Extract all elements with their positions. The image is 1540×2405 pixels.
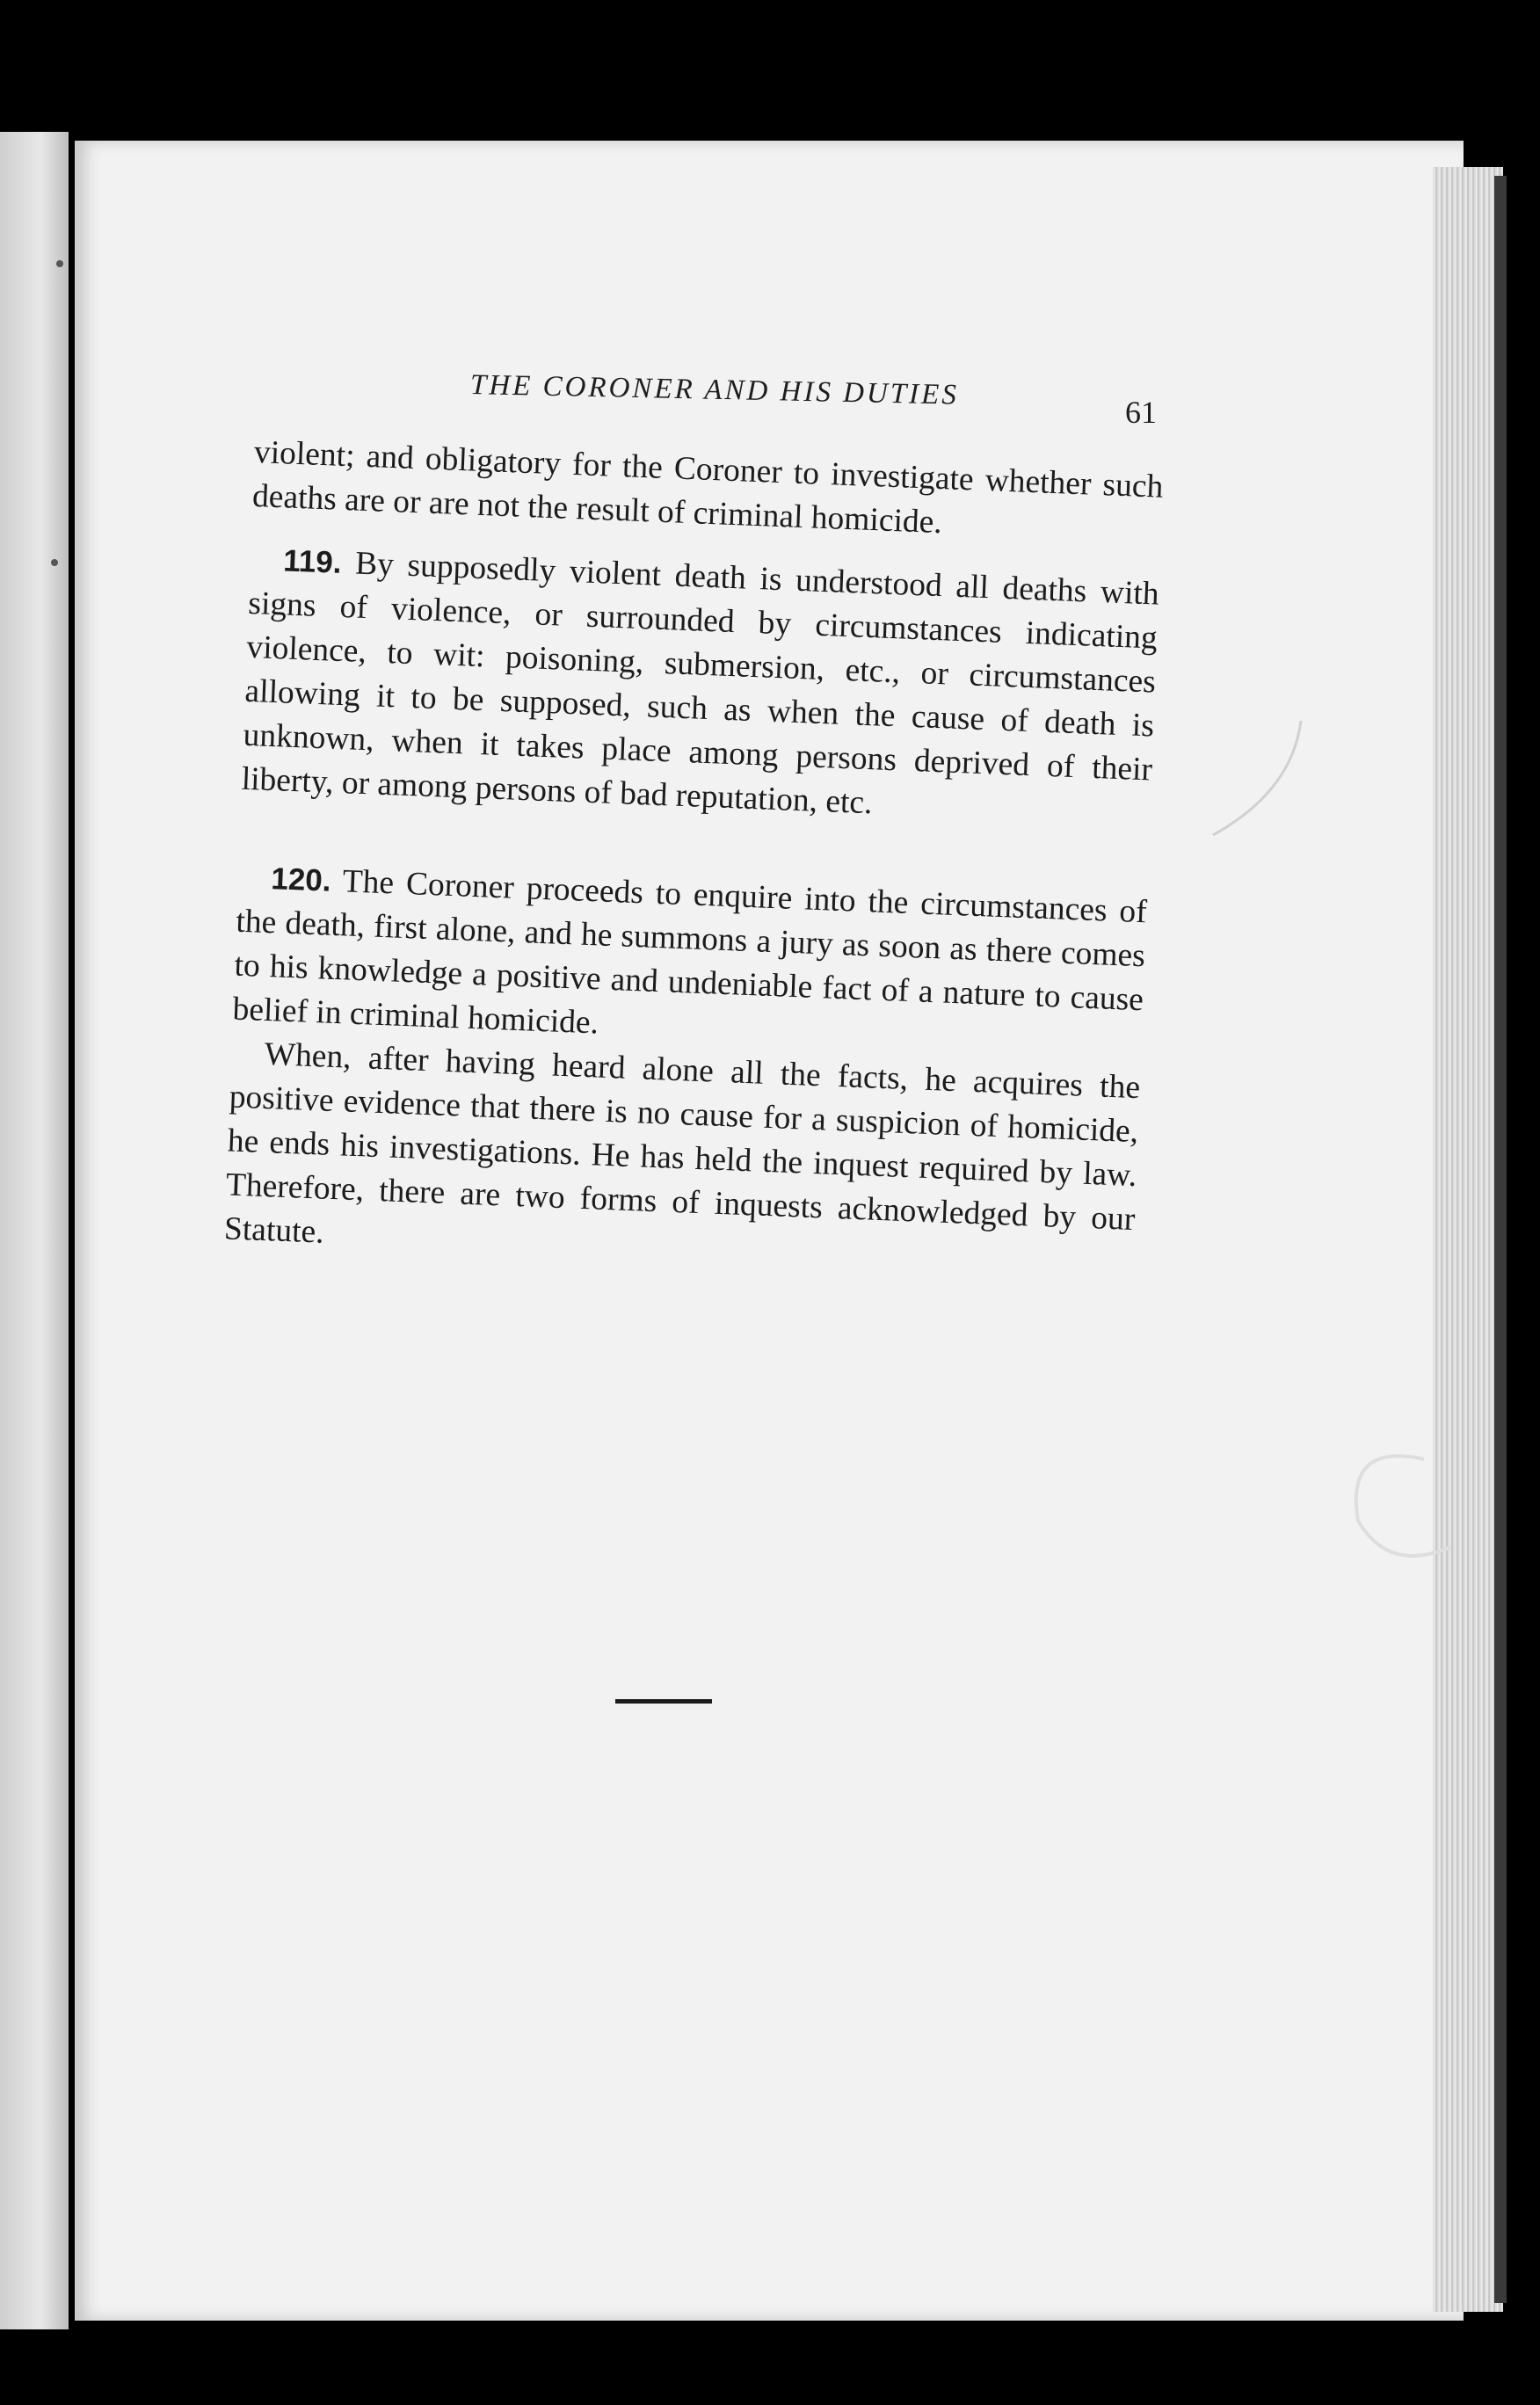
paragraph-text: violent; and obligatory for the Coroner to investigate whether such deaths are or are not the result of criminal homicide.: [251, 433, 1165, 541]
paragraph-number: 120.: [270, 861, 332, 898]
paragraph-text: By supposedly violent death is understood all deaths with signs of violence, or surrounded by circumstances indicating violence, to wit: poisoning, submersion, etc., or circumstances allowing it to be supposed, such as when the cause of death is unknown, when it takes place among persons deprived of their liberty, or among persons of bad reputation, etc.: [240, 545, 1160, 822]
page-number: 61: [1125, 395, 1157, 430]
running-head: THE CORONER AND HIS DUTIES: [469, 369, 960, 411]
paragraph-text: The Coroner proceeds to enquire into the circumstances of the death, first alone, and he summons a jury as soon as there comes to his knowledge a positive and undeniable fact of a nature to cause belief in criminal homicide.: [231, 863, 1148, 1042]
paragraph-number: 119.: [282, 543, 343, 580]
paragraph-text: When, after having heard alone all the facts, he acquires the positive evidence that there is no cause for a suspicion of homicide, he ends his investigations. He has held the inquest required by law. Therefore, there are two forms of inquests acknowledged by our Statute.: [223, 1035, 1141, 1251]
